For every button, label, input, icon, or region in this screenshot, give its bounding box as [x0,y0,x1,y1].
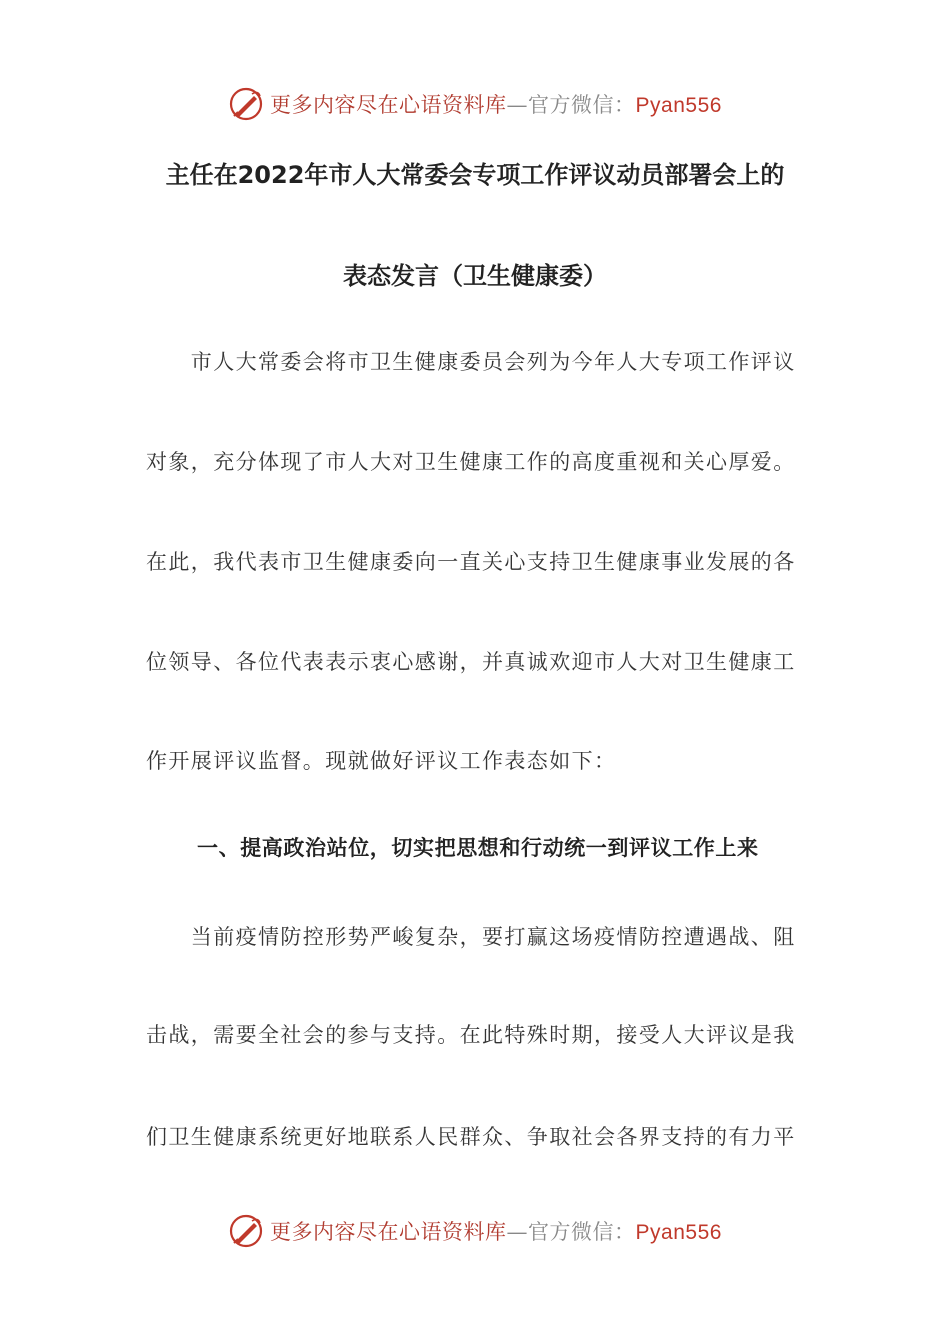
document-title-line1: 主任在2022年市人大常委会专项工作评议动员部署会上的 [165,161,785,189]
watermark-separator: — [506,93,529,117]
watermark-official: 官方微信： [528,1220,636,1244]
paragraph-line: 们卫生健康系统更好地联系人民群众、争取社会各界支持的有力平 [146,1125,796,1149]
watermark-text [270,1216,722,1246]
footer-watermark [0,1211,950,1251]
paragraph-line: 击战，需要全社会的参与支持。在此特殊时期，接受人大评议是我 [146,1023,796,1047]
watermark-id: Pyan556 [635,94,722,117]
paragraph-line: 市人大常委会将市卫生健康委员会列为今年人大专项工作评议 [146,350,796,374]
paragraph-line: 在此，我代表市卫生健康委向一直关心支持卫生健康事业发展的各 [146,550,796,574]
watermark-brand: 更多内容尽在心语资料库 [270,1220,507,1244]
document-title-line2: 表态发言（卫生健康委） [343,262,607,290]
paragraph-line: 对象，充分体现了市人大对卫生健康工作的高度重视和关心厚爱。 [146,450,796,474]
header-watermark [0,84,950,124]
watermark-official: 官方微信： [528,93,636,117]
pen-logo-icon [228,1213,264,1249]
paragraph-line: 作开展评议监督。现就做好评议工作表态如下： [146,749,617,773]
watermark-id: Pyan556 [635,1221,722,1244]
watermark-brand: 更多内容尽在心语资料库 [270,93,507,117]
section-heading: 一、提高政治站位，切实把思想和行动统一到评议工作上来 [197,836,759,860]
paragraph-line: 当前疫情防控形势严峻复杂，要打赢这场疫情防控遭遇战、阻 [146,925,796,949]
pen-logo-icon [228,86,264,122]
paragraph-line: 位领导、各位代表表示衷心感谢，并真诚欢迎市人大对卫生健康工 [146,650,796,674]
watermark-separator: — [506,1220,529,1244]
watermark-text [270,89,722,119]
